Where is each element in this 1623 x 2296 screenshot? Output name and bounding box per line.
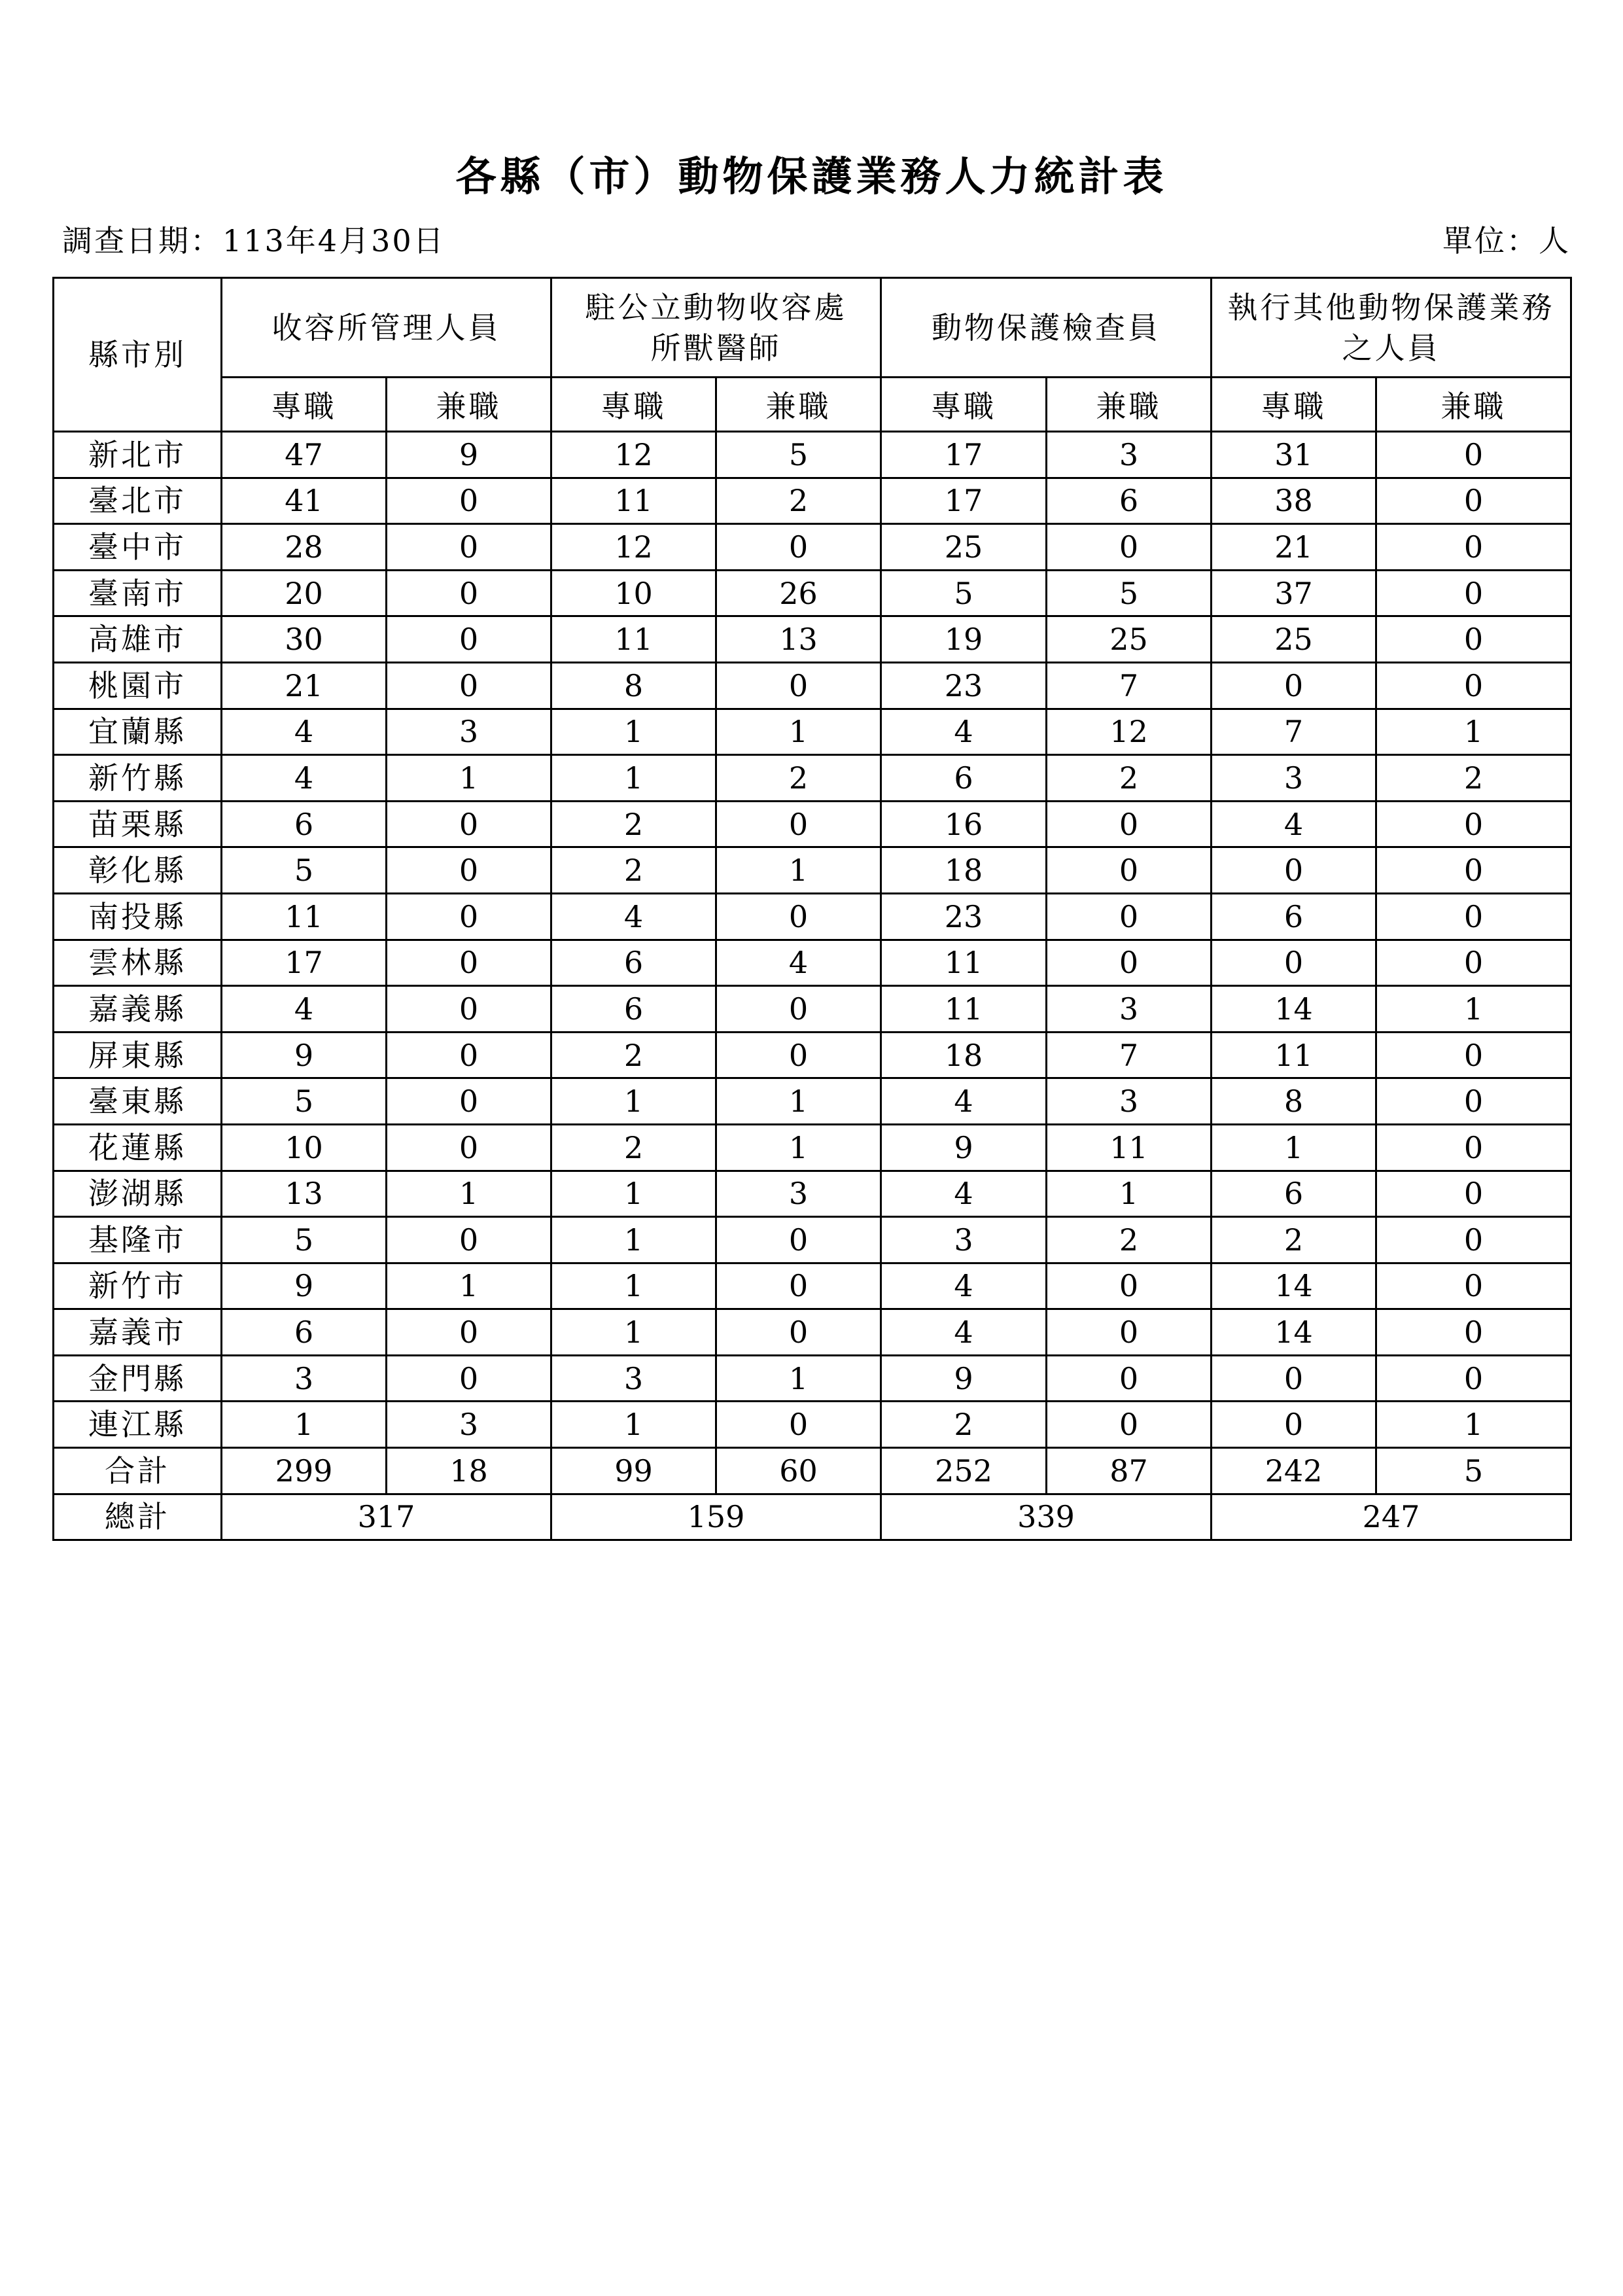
county-name: 嘉義市: [54, 1309, 222, 1356]
staff-count-cell: 37: [1212, 570, 1376, 616]
staff-count-cell: 2: [1376, 755, 1571, 802]
staff-count-cell: 6: [1047, 478, 1212, 524]
staff-count-cell: 0: [1376, 662, 1571, 709]
staff-count-cell: 0: [716, 662, 881, 709]
staff-count-cell: 0: [1376, 1171, 1571, 1217]
county-name: 新竹縣: [54, 755, 222, 802]
county-header: 縣市別: [54, 278, 222, 432]
staff-count-cell: 4: [881, 709, 1047, 755]
staff-count-cell: 1: [716, 1078, 881, 1125]
staff-count-cell: 1: [387, 1171, 551, 1217]
staff-count-cell: 11: [1212, 1032, 1376, 1078]
county-name: 宜蘭縣: [54, 709, 222, 755]
table-row: [54, 1402, 1571, 1448]
staff-count-cell: 6: [551, 940, 716, 986]
staff-count-cell: 17: [881, 432, 1047, 478]
staff-count-cell: 1: [551, 755, 716, 802]
staff-count-cell: 0: [1376, 1217, 1571, 1263]
staff-count-cell: 0: [387, 1032, 551, 1078]
staff-count-cell: 38: [1212, 478, 1376, 524]
staff-count-cell: 4: [716, 940, 881, 986]
staff-count-cell: 0: [387, 847, 551, 894]
full-time-header: 專職: [551, 378, 716, 432]
table-row: [54, 478, 1571, 524]
county-name: 彰化縣: [54, 847, 222, 894]
table-row: [54, 940, 1571, 986]
staff-count-cell: 1: [1376, 1402, 1571, 1448]
staff-count-cell: 5: [1376, 1448, 1571, 1494]
staff-count-cell: 1: [551, 709, 716, 755]
staff-count-cell: 14: [1212, 1263, 1376, 1309]
table-row: [54, 1124, 1571, 1171]
staff-count-cell: 1: [1376, 986, 1571, 1033]
staff-count-cell: 0: [1376, 1078, 1571, 1125]
staff-count-cell: 17: [222, 940, 387, 986]
staff-count-cell: 3: [716, 1171, 881, 1217]
staff-count-cell: 60: [716, 1448, 881, 1494]
staff-count-cell: 0: [1047, 524, 1212, 571]
staff-count-cell: 16: [881, 801, 1047, 847]
staff-count-cell: 1: [222, 1402, 387, 1448]
staff-count-cell: 11: [551, 478, 716, 524]
staff-count-cell: 1: [551, 1217, 716, 1263]
staff-count-cell: 87: [1047, 1448, 1212, 1494]
staff-count-cell: 2: [716, 755, 881, 802]
staff-count-cell: 9: [387, 432, 551, 478]
county-name: 合計: [54, 1448, 222, 1494]
staff-count-cell: 0: [1376, 432, 1571, 478]
grand-total-cell: 317: [222, 1494, 551, 1540]
part-time-header: 兼職: [716, 378, 881, 432]
staff-count-cell: 1: [551, 1402, 716, 1448]
table-row: [54, 709, 1571, 755]
staff-count-cell: 0: [716, 1217, 881, 1263]
group-header-inspectors: 動物保護檢查員: [881, 278, 1212, 378]
staff-count-cell: 14: [1212, 1309, 1376, 1356]
staff-count-cell: 0: [1376, 893, 1571, 940]
staff-count-cell: 0: [1376, 1032, 1571, 1078]
staff-count-cell: 12: [551, 524, 716, 571]
staff-count-cell: 0: [387, 801, 551, 847]
staff-count-cell: 11: [881, 986, 1047, 1033]
full-time-header: 專職: [1212, 378, 1376, 432]
county-name: 臺北市: [54, 478, 222, 524]
staff-count-cell: 0: [1047, 1402, 1212, 1448]
staff-count-cell: 0: [1047, 801, 1212, 847]
staff-count-cell: 0: [1376, 1263, 1571, 1309]
part-time-header: 兼職: [387, 378, 551, 432]
staff-count-cell: 2: [881, 1402, 1047, 1448]
staff-count-cell: 4: [222, 986, 387, 1033]
staff-count-cell: 20: [222, 570, 387, 616]
staff-count-cell: 0: [1047, 940, 1212, 986]
table-body: [54, 432, 1571, 1540]
staff-count-cell: 4: [881, 1309, 1047, 1356]
table-row: [54, 986, 1571, 1033]
staff-count-cell: 0: [1212, 940, 1376, 986]
staff-count-cell: 0: [1376, 801, 1571, 847]
staff-count-cell: 6: [222, 801, 387, 847]
staff-count-cell: 0: [1047, 893, 1212, 940]
staff-count-cell: 1: [716, 847, 881, 894]
staff-count-cell: 0: [387, 1309, 551, 1356]
staff-count-cell: 7: [1212, 709, 1376, 755]
staff-count-cell: 21: [1212, 524, 1376, 571]
county-name: 基隆市: [54, 1217, 222, 1263]
staff-count-cell: 4: [222, 755, 387, 802]
staff-count-cell: 1: [716, 1124, 881, 1171]
staff-count-cell: 11: [222, 893, 387, 940]
staff-count-cell: 0: [1047, 1309, 1212, 1356]
staff-count-cell: 0: [387, 570, 551, 616]
staff-count-cell: 1: [551, 1263, 716, 1309]
staff-count-cell: 3: [881, 1217, 1047, 1263]
group-header-other-staff: 執行其他動物保護業務之人員: [1212, 278, 1571, 378]
county-name: 南投縣: [54, 893, 222, 940]
staff-count-cell: 3: [387, 1402, 551, 1448]
staff-count-cell: 2: [1047, 755, 1212, 802]
staff-count-cell: 0: [387, 986, 551, 1033]
staff-count-cell: 11: [551, 616, 716, 663]
staff-count-cell: 0: [1376, 1355, 1571, 1402]
table-row: [54, 524, 1571, 571]
staff-count-cell: 0: [716, 986, 881, 1033]
table-row: [54, 1217, 1571, 1263]
staff-count-cell: 9: [222, 1032, 387, 1078]
table-row: [54, 1078, 1571, 1125]
group-header-shelter-vets: 駐公立動物收容處所獸醫師: [551, 278, 881, 378]
page-title: 各縣（市）動物保護業務人力統計表: [455, 152, 1168, 200]
table-row: [54, 432, 1571, 478]
staff-count-cell: 0: [1047, 1263, 1212, 1309]
full-time-header: 專職: [222, 378, 387, 432]
staff-count-cell: 0: [716, 893, 881, 940]
staff-count-cell: 9: [881, 1124, 1047, 1171]
staff-count-cell: 0: [1376, 1124, 1571, 1171]
staff-count-cell: 11: [881, 940, 1047, 986]
staff-count-cell: 2: [551, 801, 716, 847]
staff-count-cell: 17: [881, 478, 1047, 524]
staff-count-cell: 10: [551, 570, 716, 616]
staff-count-cell: 47: [222, 432, 387, 478]
staff-count-cell: 4: [222, 709, 387, 755]
staff-count-cell: 0: [387, 893, 551, 940]
full-time-header: 專職: [881, 378, 1047, 432]
staff-count-cell: 25: [881, 524, 1047, 571]
staff-count-cell: 5: [716, 432, 881, 478]
staff-count-cell: 18: [387, 1448, 551, 1494]
county-name: 屏東縣: [54, 1032, 222, 1078]
table-row: [54, 801, 1571, 847]
staff-count-cell: 21: [222, 662, 387, 709]
group-header-shelter-managers: 收容所管理人員: [222, 278, 551, 378]
county-name: 桃園市: [54, 662, 222, 709]
staff-count-cell: 4: [881, 1171, 1047, 1217]
part-time-header: 兼職: [1047, 378, 1212, 432]
staff-count-cell: 5: [222, 1078, 387, 1125]
staff-count-cell: 1: [1376, 709, 1571, 755]
staff-count-cell: 3: [1047, 1078, 1212, 1125]
staff-count-cell: 0: [1212, 1402, 1376, 1448]
grand-total-cell: 159: [551, 1494, 881, 1540]
part-time-header: 兼職: [1376, 378, 1571, 432]
table-row: [54, 755, 1571, 802]
county-name: 臺中市: [54, 524, 222, 571]
staff-count-cell: 0: [1376, 616, 1571, 663]
staff-count-cell: 8: [1212, 1078, 1376, 1125]
staff-count-cell: 0: [387, 524, 551, 571]
staff-count-cell: 252: [881, 1448, 1047, 1494]
staff-count-cell: 2: [716, 478, 881, 524]
staff-count-cell: 13: [716, 616, 881, 663]
grand-total-label: 總計: [54, 1494, 222, 1540]
staff-count-cell: 5: [222, 847, 387, 894]
table-row: [54, 662, 1571, 709]
staff-count-cell: 3: [387, 709, 551, 755]
staff-count-cell: 25: [1047, 616, 1212, 663]
staff-count-cell: 4: [881, 1263, 1047, 1309]
staff-count-cell: 5: [222, 1217, 387, 1263]
staff-count-cell: 18: [881, 1032, 1047, 1078]
staff-count-cell: 99: [551, 1448, 716, 1494]
staff-count-cell: 0: [1376, 940, 1571, 986]
staff-count-cell: 2: [1047, 1217, 1212, 1263]
staff-count-cell: 13: [222, 1171, 387, 1217]
staff-count-cell: 0: [1047, 1355, 1212, 1402]
table-row: [54, 570, 1571, 616]
staff-count-cell: 0: [716, 1309, 881, 1356]
staff-count-cell: 19: [881, 616, 1047, 663]
staff-count-cell: 12: [551, 432, 716, 478]
grand-total-cell: 247: [1212, 1494, 1571, 1540]
staff-count-cell: 6: [1212, 1171, 1376, 1217]
staff-count-cell: 0: [1376, 570, 1571, 616]
staff-count-cell: 0: [716, 1263, 881, 1309]
staff-count-cell: 0: [387, 662, 551, 709]
staff-count-cell: 3: [1047, 432, 1212, 478]
staff-count-cell: 3: [222, 1355, 387, 1402]
staff-count-cell: 18: [881, 847, 1047, 894]
table-row: [54, 1355, 1571, 1402]
staff-count-cell: 0: [1376, 524, 1571, 571]
staff-count-cell: 25: [1212, 616, 1376, 663]
staff-count-cell: 0: [716, 801, 881, 847]
survey-date: 調查日期：113年4月30日: [62, 223, 445, 258]
staff-count-cell: 7: [1047, 662, 1212, 709]
table-row: [54, 616, 1571, 663]
staff-count-cell: 299: [222, 1448, 387, 1494]
table-row: [54, 1263, 1571, 1309]
staff-statistics-table: [52, 277, 1572, 1541]
staff-count-cell: 9: [222, 1263, 387, 1309]
staff-count-cell: 0: [387, 1124, 551, 1171]
staff-count-cell: 1: [387, 755, 551, 802]
staff-count-cell: 5: [1047, 570, 1212, 616]
table-row: [54, 1032, 1571, 1078]
staff-count-cell: 26: [716, 570, 881, 616]
staff-count-cell: 0: [1376, 847, 1571, 894]
staff-count-cell: 11: [1047, 1124, 1212, 1171]
staff-count-cell: 1: [551, 1078, 716, 1125]
staff-count-cell: 3: [551, 1355, 716, 1402]
table-row: [54, 1309, 1571, 1356]
staff-count-cell: 0: [1212, 662, 1376, 709]
county-name: 新北市: [54, 432, 222, 478]
staff-count-cell: 4: [551, 893, 716, 940]
staff-count-cell: 2: [551, 1032, 716, 1078]
unit-label: 單位：人: [1442, 223, 1571, 258]
staff-count-cell: 2: [551, 1124, 716, 1171]
county-name: 澎湖縣: [54, 1171, 222, 1217]
staff-count-cell: 0: [1376, 478, 1571, 524]
county-name: 苗栗縣: [54, 801, 222, 847]
staff-count-cell: 0: [387, 1217, 551, 1263]
staff-count-cell: 3: [1047, 986, 1212, 1033]
staff-count-cell: 0: [387, 478, 551, 524]
staff-count-cell: 30: [222, 616, 387, 663]
staff-count-cell: 1: [716, 1355, 881, 1402]
staff-count-cell: 0: [387, 1078, 551, 1125]
staff-count-cell: 2: [1212, 1217, 1376, 1263]
grand-total-cell: 339: [881, 1494, 1212, 1540]
staff-count-cell: 0: [716, 1032, 881, 1078]
staff-count-cell: 41: [222, 478, 387, 524]
staff-count-cell: 6: [1212, 893, 1376, 940]
staff-count-cell: 0: [1376, 1309, 1571, 1356]
staff-count-cell: 23: [881, 662, 1047, 709]
staff-count-cell: 1: [551, 1309, 716, 1356]
staff-count-cell: 0: [1212, 847, 1376, 894]
county-name: 新竹市: [54, 1263, 222, 1309]
table-row: [54, 847, 1571, 894]
staff-count-cell: 7: [1047, 1032, 1212, 1078]
staff-count-cell: 0: [387, 1355, 551, 1402]
staff-count-cell: 0: [716, 1402, 881, 1448]
staff-count-cell: 6: [551, 986, 716, 1033]
staff-count-cell: 1: [551, 1171, 716, 1217]
staff-count-cell: 0: [1047, 847, 1212, 894]
staff-count-cell: 9: [881, 1355, 1047, 1402]
staff-count-cell: 1: [387, 1263, 551, 1309]
staff-count-cell: 0: [387, 616, 551, 663]
subtotal-row: [54, 1448, 1571, 1494]
staff-count-cell: 1: [1047, 1171, 1212, 1217]
staff-count-cell: 2: [551, 847, 716, 894]
county-name: 連江縣: [54, 1402, 222, 1448]
staff-count-cell: 1: [1212, 1124, 1376, 1171]
county-name: 臺南市: [54, 570, 222, 616]
staff-count-cell: 0: [1212, 1355, 1376, 1402]
staff-count-cell: 0: [387, 940, 551, 986]
staff-count-cell: 31: [1212, 432, 1376, 478]
county-name: 花蓮縣: [54, 1124, 222, 1171]
grand-total-row: [54, 1494, 1571, 1540]
staff-count-cell: 6: [222, 1309, 387, 1356]
county-name: 高雄市: [54, 616, 222, 663]
staff-count-cell: 5: [881, 570, 1047, 616]
staff-count-cell: 10: [222, 1124, 387, 1171]
staff-count-cell: 12: [1047, 709, 1212, 755]
table-row: [54, 1171, 1571, 1217]
table-row: [54, 893, 1571, 940]
staff-count-cell: 14: [1212, 986, 1376, 1033]
staff-count-cell: 242: [1212, 1448, 1376, 1494]
header-row-groups: [54, 278, 1571, 378]
staff-count-cell: 4: [1212, 801, 1376, 847]
county-name: 雲林縣: [54, 940, 222, 986]
staff-count-cell: 8: [551, 662, 716, 709]
county-name: 臺東縣: [54, 1078, 222, 1125]
staff-count-cell: 0: [716, 524, 881, 571]
staff-count-cell: 28: [222, 524, 387, 571]
staff-count-cell: 23: [881, 893, 1047, 940]
staff-count-cell: 4: [881, 1078, 1047, 1125]
county-name: 金門縣: [54, 1355, 222, 1402]
staff-count-cell: 1: [716, 709, 881, 755]
staff-count-cell: 3: [1212, 755, 1376, 802]
header-row-types: [54, 378, 1571, 432]
staff-count-cell: 6: [881, 755, 1047, 802]
county-name: 嘉義縣: [54, 986, 222, 1033]
